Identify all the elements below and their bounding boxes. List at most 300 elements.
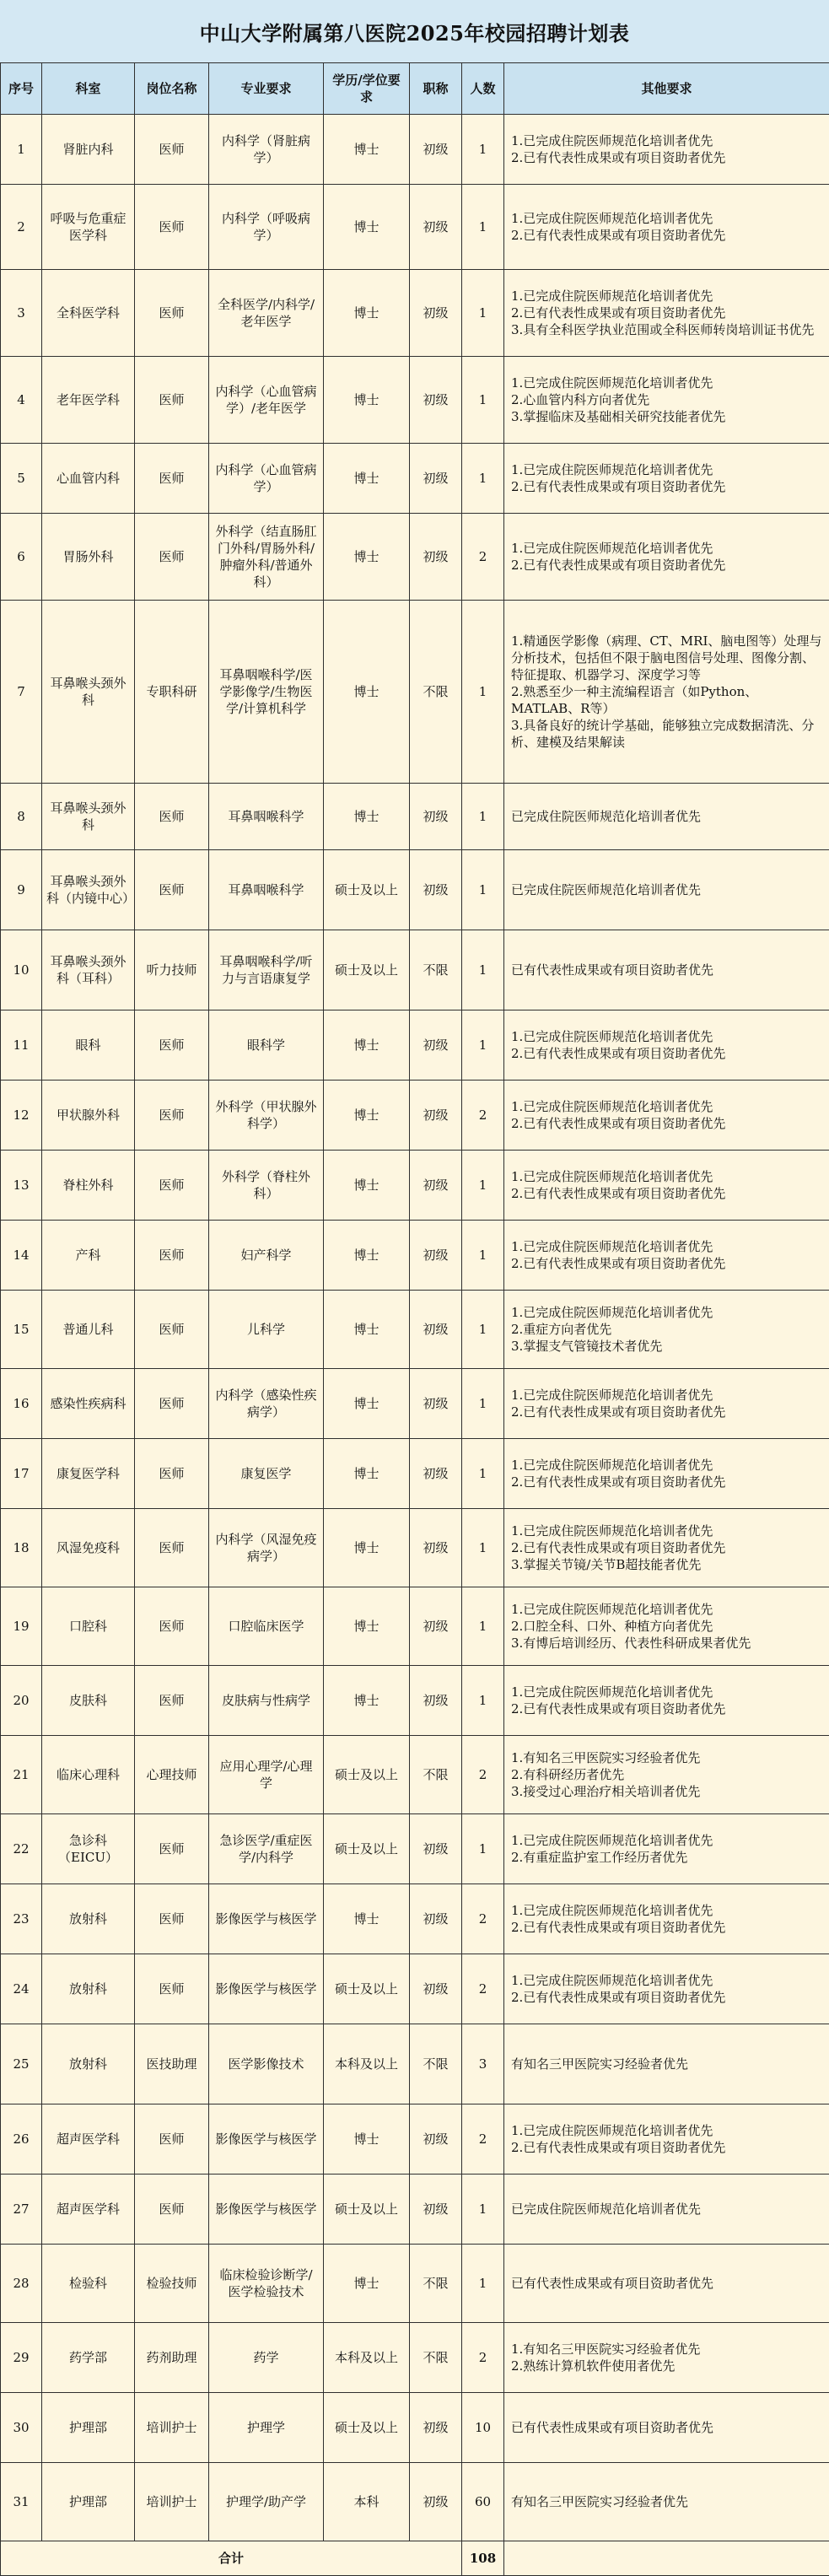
cell-position: 医师 (135, 1666, 209, 1736)
cell-major: 内科学（感染性疾病学） (209, 1369, 324, 1439)
other-requirement-line: 1.已完成住院医师规范化培训者优先 (511, 1098, 825, 1115)
cell-education: 硕士及以上 (324, 2393, 410, 2463)
cell-dept: 放射科 (42, 2024, 135, 2104)
cell-position: 检验技师 (135, 2245, 209, 2323)
cell-major: 外科学（脊柱外科） (209, 1151, 324, 1221)
cell-other (504, 1814, 829, 1884)
cell-dept: 急诊科（EICU） (42, 1814, 135, 1884)
other-requirement-line: 2.已有代表性成果或有项目资助者优先 (511, 1989, 825, 2006)
cell-major: 全科医学/内科学/老年医学 (209, 270, 324, 357)
other-requirement-line: 2.已有代表性成果或有项目资助者优先 (511, 1045, 825, 1062)
cell-title: 不限 (410, 601, 462, 784)
table-footer (1, 2541, 829, 2576)
cell-position: 医师 (135, 1439, 209, 1509)
table-row (1, 115, 829, 185)
cell-major: 药学 (209, 2323, 324, 2393)
total-count: 108 (462, 2541, 504, 2576)
cell-education: 硕士及以上 (324, 1954, 410, 2024)
table-row (1, 2393, 829, 2463)
cell-title: 初级 (410, 1221, 462, 1291)
cell-other (504, 850, 829, 930)
other-requirement-line: 2.已有代表性成果或有项目资助者优先 (511, 1115, 825, 1132)
cell-other (504, 1369, 829, 1439)
cell-title: 初级 (410, 444, 462, 514)
other-requirement-line: 已有代表性成果或有项目资助者优先 (511, 962, 825, 978)
other-requirement-line: 3.掌握关节镜/关节B超技能者优先 (511, 1556, 825, 1573)
cell-dept: 护理部 (42, 2393, 135, 2463)
cell-major: 护理学/助产学 (209, 2463, 324, 2541)
cell-no: 27 (1, 2175, 42, 2245)
cell-no: 10 (1, 930, 42, 1010)
cell-position: 培训护士 (135, 2463, 209, 2541)
cell-count: 1 (462, 1509, 504, 1587)
cell-position: 医师 (135, 185, 209, 270)
other-requirement-line: 3.具备良好的统计学基础，能够独立完成数据清洗、分析、建模及结果解读 (511, 717, 825, 751)
table-row (1, 1954, 829, 2024)
cell-dept: 风湿免疫科 (42, 1509, 135, 1587)
cell-count: 1 (462, 1151, 504, 1221)
other-requirement-line: 1.有知名三甲医院实习经验者优先 (511, 2341, 825, 2358)
other-requirement-line: 2.已有代表性成果或有项目资助者优先 (511, 1700, 825, 1717)
cell-position: 医师 (135, 850, 209, 930)
cell-count: 1 (462, 1221, 504, 1291)
cell-major: 内科学（呼吸病学） (209, 185, 324, 270)
cell-major: 医学影像技术 (209, 2024, 324, 2104)
cell-other (504, 2104, 829, 2175)
other-requirement-line: 3.具有全科医学执业范围或全科医师转岗培训证书优先 (511, 321, 825, 338)
cell-education: 博士 (324, 2104, 410, 2175)
cell-no: 20 (1, 1666, 42, 1736)
cell-education: 博士 (324, 1081, 410, 1151)
cell-count: 3 (462, 2024, 504, 2104)
cell-count: 1 (462, 1010, 504, 1081)
cell-dept: 康复医学科 (42, 1439, 135, 1509)
other-requirement-line: 1.已完成住院医师规范化培训者优先 (511, 2122, 825, 2139)
other-requirement-line: 1.已完成住院医师规范化培训者优先 (511, 1902, 825, 1919)
other-requirement-line: 已完成住院医师规范化培训者优先 (511, 2201, 825, 2218)
cell-no: 21 (1, 1736, 42, 1814)
cell-no: 2 (1, 185, 42, 270)
cell-other (504, 1666, 829, 1736)
cell-position: 医师 (135, 1291, 209, 1369)
table-row (1, 1884, 829, 1954)
cell-major: 应用心理学/心理学 (209, 1736, 324, 1814)
table-row (1, 2323, 829, 2393)
other-requirement-line: 3.接受过心理治疗相关培训者优先 (511, 1783, 825, 1800)
cell-no: 13 (1, 1151, 42, 1221)
cell-count: 2 (462, 1954, 504, 2024)
cell-count: 2 (462, 514, 504, 601)
cell-major: 耳鼻咽喉科学 (209, 850, 324, 930)
cell-dept: 产科 (42, 1221, 135, 1291)
cell-no: 24 (1, 1954, 42, 2024)
cell-no: 1 (1, 115, 42, 185)
other-requirement-line: 1.精通医学影像（病理、CT、MRI、脑电图等）处理与分析技术，包括但不限于脑电图信号处理、图像分割、特征提取、机器学习、深度学习等 (511, 633, 825, 683)
cell-education: 硕士及以上 (324, 1814, 410, 1884)
cell-count: 2 (462, 1081, 504, 1151)
other-requirement-line: 2.已有代表性成果或有项目资助者优先 (511, 1539, 825, 1556)
cell-title: 初级 (410, 1954, 462, 2024)
table-row (1, 357, 829, 444)
cell-major: 耳鼻咽喉科学/医学影像学/生物医学/计算机科学 (209, 601, 324, 784)
cell-major: 康复医学 (209, 1439, 324, 1509)
cell-title: 初级 (410, 1081, 462, 1151)
cell-title: 初级 (410, 1666, 462, 1736)
cell-education: 博士 (324, 1291, 410, 1369)
cell-no: 14 (1, 1221, 42, 1291)
cell-count: 1 (462, 1666, 504, 1736)
table-row (1, 930, 829, 1010)
cell-no: 18 (1, 1509, 42, 1587)
cell-count: 1 (462, 1369, 504, 1439)
cell-no: 25 (1, 2024, 42, 2104)
cell-title: 初级 (410, 2175, 462, 2245)
table-row (1, 2104, 829, 2175)
other-requirement-line: 1.已完成住院医师规范化培训者优先 (511, 1601, 825, 1618)
other-requirement-line: 1.已完成住院医师规范化培训者优先 (511, 1832, 825, 1849)
cell-dept: 感染性疾病科 (42, 1369, 135, 1439)
cell-no: 11 (1, 1010, 42, 1081)
cell-education: 博士 (324, 357, 410, 444)
cell-major: 皮肤病与性病学 (209, 1666, 324, 1736)
cell-count: 1 (462, 850, 504, 930)
table-row (1, 1291, 829, 1369)
cell-count: 1 (462, 115, 504, 185)
other-requirement-line: 2.熟练计算机软件使用者优先 (511, 2358, 825, 2374)
table-row (1, 1369, 829, 1439)
header-title: 职称 (410, 63, 462, 115)
cell-dept: 耳鼻喉头颈外科 (42, 601, 135, 784)
recruitment-table (0, 62, 829, 2576)
cell-other (504, 2024, 829, 2104)
other-requirement-line: 2.已有代表性成果或有项目资助者优先 (511, 227, 825, 244)
cell-other (504, 1954, 829, 2024)
cell-count: 2 (462, 2104, 504, 2175)
cell-title: 初级 (410, 270, 462, 357)
cell-position: 医师 (135, 444, 209, 514)
cell-other (504, 115, 829, 185)
cell-major: 护理学 (209, 2393, 324, 2463)
cell-count: 1 (462, 930, 504, 1010)
cell-major: 外科学（结直肠肛门外科/胃肠外科/肿瘤外科/普通外科） (209, 514, 324, 601)
cell-other (504, 444, 829, 514)
cell-dept: 胃肠外科 (42, 514, 135, 601)
header-dept: 科室 (42, 63, 135, 115)
cell-major: 口腔临床医学 (209, 1587, 324, 1666)
cell-education: 博士 (324, 115, 410, 185)
cell-title: 初级 (410, 1884, 462, 1954)
cell-title: 初级 (410, 2463, 462, 2541)
table-row (1, 601, 829, 784)
cell-position: 医师 (135, 270, 209, 357)
cell-title: 初级 (410, 1369, 462, 1439)
cell-education: 博士 (324, 1439, 410, 1509)
cell-dept: 心血管内科 (42, 444, 135, 514)
cell-title: 初级 (410, 850, 462, 930)
table-row (1, 784, 829, 850)
cell-other (504, 185, 829, 270)
cell-title: 不限 (410, 2024, 462, 2104)
table-row (1, 514, 829, 601)
cell-dept: 肾脏内科 (42, 115, 135, 185)
cell-title: 初级 (410, 185, 462, 270)
cell-education: 博士 (324, 1221, 410, 1291)
cell-other (504, 1151, 829, 1221)
cell-other (504, 2175, 829, 2245)
cell-dept: 全科医学科 (42, 270, 135, 357)
other-requirement-line: 已有代表性成果或有项目资助者优先 (511, 2275, 825, 2292)
cell-education: 博士 (324, 444, 410, 514)
cell-other (504, 784, 829, 850)
other-requirement-line: 1.已完成住院医师规范化培训者优先 (511, 1168, 825, 1185)
table-row (1, 185, 829, 270)
other-requirement-line: 1.已完成住院医师规范化培训者优先 (511, 1387, 825, 1404)
page-title: 中山大学附属第八医院2025年校园招聘计划表 (0, 0, 829, 64)
header-position: 岗位名称 (135, 63, 209, 115)
cell-major: 内科学（心血管病学）/老年医学 (209, 357, 324, 444)
header-row (1, 63, 829, 115)
other-requirement-line: 1.已完成住院医师规范化培训者优先 (511, 1684, 825, 1700)
cell-position: 医师 (135, 1221, 209, 1291)
other-requirement-line: 3.掌握临床及基础相关研究技能者优先 (511, 408, 825, 425)
cell-count: 1 (462, 444, 504, 514)
cell-position: 医师 (135, 1369, 209, 1439)
table-row (1, 850, 829, 930)
cell-dept: 护理部 (42, 2463, 135, 2541)
cell-count: 1 (462, 2175, 504, 2245)
cell-title: 初级 (410, 784, 462, 850)
cell-major: 耳鼻咽喉科学/听力与言语康复学 (209, 930, 324, 1010)
cell-title: 初级 (410, 2104, 462, 2175)
cell-position: 医师 (135, 1884, 209, 1954)
cell-other (504, 1221, 829, 1291)
total-row (1, 2541, 829, 2576)
cell-education: 博士 (324, 514, 410, 601)
cell-education: 硕士及以上 (324, 1736, 410, 1814)
cell-other (504, 1736, 829, 1814)
cell-count: 1 (462, 601, 504, 784)
header-count: 人数 (462, 63, 504, 115)
cell-dept: 口腔科 (42, 1587, 135, 1666)
cell-title: 初级 (410, 115, 462, 185)
cell-other (504, 1587, 829, 1666)
cell-education: 博士 (324, 1587, 410, 1666)
cell-education: 硕士及以上 (324, 2175, 410, 2245)
cell-education: 硕士及以上 (324, 930, 410, 1010)
cell-dept: 呼吸与危重症医学科 (42, 185, 135, 270)
cell-no: 15 (1, 1291, 42, 1369)
table-row (1, 1151, 829, 1221)
table-row (1, 1666, 829, 1736)
cell-education: 博士 (324, 2245, 410, 2323)
other-requirement-line: 2.已有代表性成果或有项目资助者优先 (511, 1474, 825, 1490)
other-requirement-line: 有知名三甲医院实习经验者优先 (511, 2056, 825, 2072)
total-other-empty (504, 2541, 829, 2576)
cell-no: 31 (1, 2463, 42, 2541)
other-requirement-line: 1.已完成住院医师规范化培训者优先 (511, 1522, 825, 1539)
cell-major: 急诊医学/重症医学/内科学 (209, 1814, 324, 1884)
cell-other (504, 2393, 829, 2463)
cell-education: 博士 (324, 1666, 410, 1736)
cell-dept: 耳鼻喉头颈外科 (42, 784, 135, 850)
cell-education: 博士 (324, 185, 410, 270)
cell-count: 1 (462, 185, 504, 270)
table-body (1, 115, 829, 2541)
cell-count: 1 (462, 784, 504, 850)
cell-no: 5 (1, 444, 42, 514)
other-requirement-line: 2.已有代表性成果或有项目资助者优先 (511, 304, 825, 321)
cell-position: 医师 (135, 357, 209, 444)
cell-position: 医师 (135, 1151, 209, 1221)
table-row (1, 1221, 829, 1291)
cell-no: 7 (1, 601, 42, 784)
cell-position: 医师 (135, 514, 209, 601)
other-requirement-line: 1.已完成住院医师规范化培训者优先 (511, 210, 825, 227)
other-requirement-line: 2.已有代表性成果或有项目资助者优先 (511, 149, 825, 166)
cell-position: 听力技师 (135, 930, 209, 1010)
other-requirement-line: 2.口腔全科、口外、种植方向者优先 (511, 1618, 825, 1635)
other-requirement-line: 3.有博后培训经历、代表性科研成果者优先 (511, 1635, 825, 1652)
other-requirement-line: 1.已完成住院医师规范化培训者优先 (511, 288, 825, 304)
other-requirement-line: 2.已有代表性成果或有项目资助者优先 (511, 2139, 825, 2156)
cell-position: 医师 (135, 2175, 209, 2245)
cell-other (504, 1291, 829, 1369)
cell-no: 12 (1, 1081, 42, 1151)
other-requirement-line: 3.掌握支气管镜技术者优先 (511, 1338, 825, 1355)
cell-major: 耳鼻咽喉科学 (209, 784, 324, 850)
other-requirement-line: 2.已有代表性成果或有项目资助者优先 (511, 1255, 825, 1272)
other-requirement-line: 1.已完成住院医师规范化培训者优先 (511, 375, 825, 391)
cell-title: 初级 (410, 1439, 462, 1509)
table-row (1, 1736, 829, 1814)
cell-dept: 放射科 (42, 1884, 135, 1954)
header-other: 其他要求 (504, 63, 829, 115)
cell-position: 医师 (135, 1814, 209, 1884)
table-row (1, 1081, 829, 1151)
cell-dept: 药学部 (42, 2323, 135, 2393)
cell-position: 医师 (135, 2104, 209, 2175)
other-requirement-line: 2.熟悉至少一种主流编程语言（如Python、MATLAB、R等） (511, 683, 825, 717)
cell-title: 初级 (410, 1151, 462, 1221)
cell-position: 培训护士 (135, 2393, 209, 2463)
cell-no: 6 (1, 514, 42, 601)
cell-education: 本科及以上 (324, 2323, 410, 2393)
cell-no: 17 (1, 1439, 42, 1509)
cell-other (504, 514, 829, 601)
cell-count: 1 (462, 1439, 504, 1509)
cell-dept: 普通儿科 (42, 1291, 135, 1369)
header-education: 学历/学位要求 (324, 63, 410, 115)
cell-title: 初级 (410, 1587, 462, 1666)
cell-no: 8 (1, 784, 42, 850)
cell-major: 影像医学与核医学 (209, 2175, 324, 2245)
other-requirement-line: 1.已完成住院医师规范化培训者优先 (511, 461, 825, 478)
cell-title: 初级 (410, 1291, 462, 1369)
cell-count: 1 (462, 1814, 504, 1884)
table-row (1, 1439, 829, 1509)
total-label: 合计 (1, 2541, 462, 2576)
cell-title: 初级 (410, 514, 462, 601)
cell-position: 专职科研 (135, 601, 209, 784)
cell-other (504, 1081, 829, 1151)
cell-dept: 耳鼻喉头颈外科（耳科） (42, 930, 135, 1010)
cell-education: 博士 (324, 601, 410, 784)
cell-other (504, 1010, 829, 1081)
cell-position: 医师 (135, 784, 209, 850)
table-row (1, 2245, 829, 2323)
other-requirement-line: 1.已完成住院医师规范化培训者优先 (511, 1304, 825, 1321)
header-no: 序号 (1, 63, 42, 115)
table-header (1, 63, 829, 115)
other-requirement-line: 1.已完成住院医师规范化培训者优先 (511, 132, 825, 149)
cell-major: 影像医学与核医学 (209, 2104, 324, 2175)
cell-no: 22 (1, 1814, 42, 1884)
cell-no: 28 (1, 2245, 42, 2323)
cell-title: 不限 (410, 1736, 462, 1814)
cell-count: 1 (462, 357, 504, 444)
other-requirement-line: 1.已完成住院医师规范化培训者优先 (511, 540, 825, 557)
table-row (1, 270, 829, 357)
cell-no: 30 (1, 2393, 42, 2463)
table-row (1, 1814, 829, 1884)
other-requirement-line: 1.已完成住院医师规范化培训者优先 (511, 1238, 825, 1255)
cell-title: 初级 (410, 1814, 462, 1884)
other-requirement-line: 1.已完成住院医师规范化培训者优先 (511, 1028, 825, 1045)
other-requirement-line: 2.已有代表性成果或有项目资助者优先 (511, 1404, 825, 1420)
cell-position: 医师 (135, 1010, 209, 1081)
cell-title: 初级 (410, 1010, 462, 1081)
cell-other (504, 601, 829, 784)
cell-count: 10 (462, 2393, 504, 2463)
cell-major: 眼科学 (209, 1010, 324, 1081)
cell-position: 医师 (135, 115, 209, 185)
cell-dept: 甲状腺外科 (42, 1081, 135, 1151)
cell-dept: 耳鼻喉头颈外科（内镜中心） (42, 850, 135, 930)
cell-dept: 眼科 (42, 1010, 135, 1081)
cell-dept: 老年医学科 (42, 357, 135, 444)
cell-no: 26 (1, 2104, 42, 2175)
cell-education: 博士 (324, 1151, 410, 1221)
cell-major: 儿科学 (209, 1291, 324, 1369)
cell-major: 内科学（风湿免疫病学） (209, 1509, 324, 1587)
other-requirement-line: 已完成住院医师规范化培训者优先 (511, 808, 825, 825)
cell-count: 1 (462, 1587, 504, 1666)
cell-position: 医师 (135, 1509, 209, 1587)
other-requirement-line: 2.已有代表性成果或有项目资助者优先 (511, 1185, 825, 1202)
table-row (1, 1010, 829, 1081)
cell-major: 影像医学与核医学 (209, 1884, 324, 1954)
cell-position: 医技助理 (135, 2024, 209, 2104)
cell-other (504, 930, 829, 1010)
cell-major: 外科学（甲状腺外科学） (209, 1081, 324, 1151)
table-row (1, 1509, 829, 1587)
cell-count: 1 (462, 270, 504, 357)
cell-no: 4 (1, 357, 42, 444)
other-requirement-line: 2.重症方向者优先 (511, 1321, 825, 1338)
other-requirement-line: 1.已完成住院医师规范化培训者优先 (511, 1457, 825, 1474)
table-row (1, 2463, 829, 2541)
cell-no: 16 (1, 1369, 42, 1439)
cell-no: 29 (1, 2323, 42, 2393)
cell-title: 不限 (410, 930, 462, 1010)
cell-no: 19 (1, 1587, 42, 1666)
cell-other (504, 1884, 829, 1954)
cell-education: 博士 (324, 1509, 410, 1587)
other-requirement-line: 有知名三甲医院实习经验者优先 (511, 2493, 825, 2510)
cell-count: 2 (462, 1884, 504, 1954)
cell-education: 博士 (324, 784, 410, 850)
cell-position: 医师 (135, 1954, 209, 2024)
